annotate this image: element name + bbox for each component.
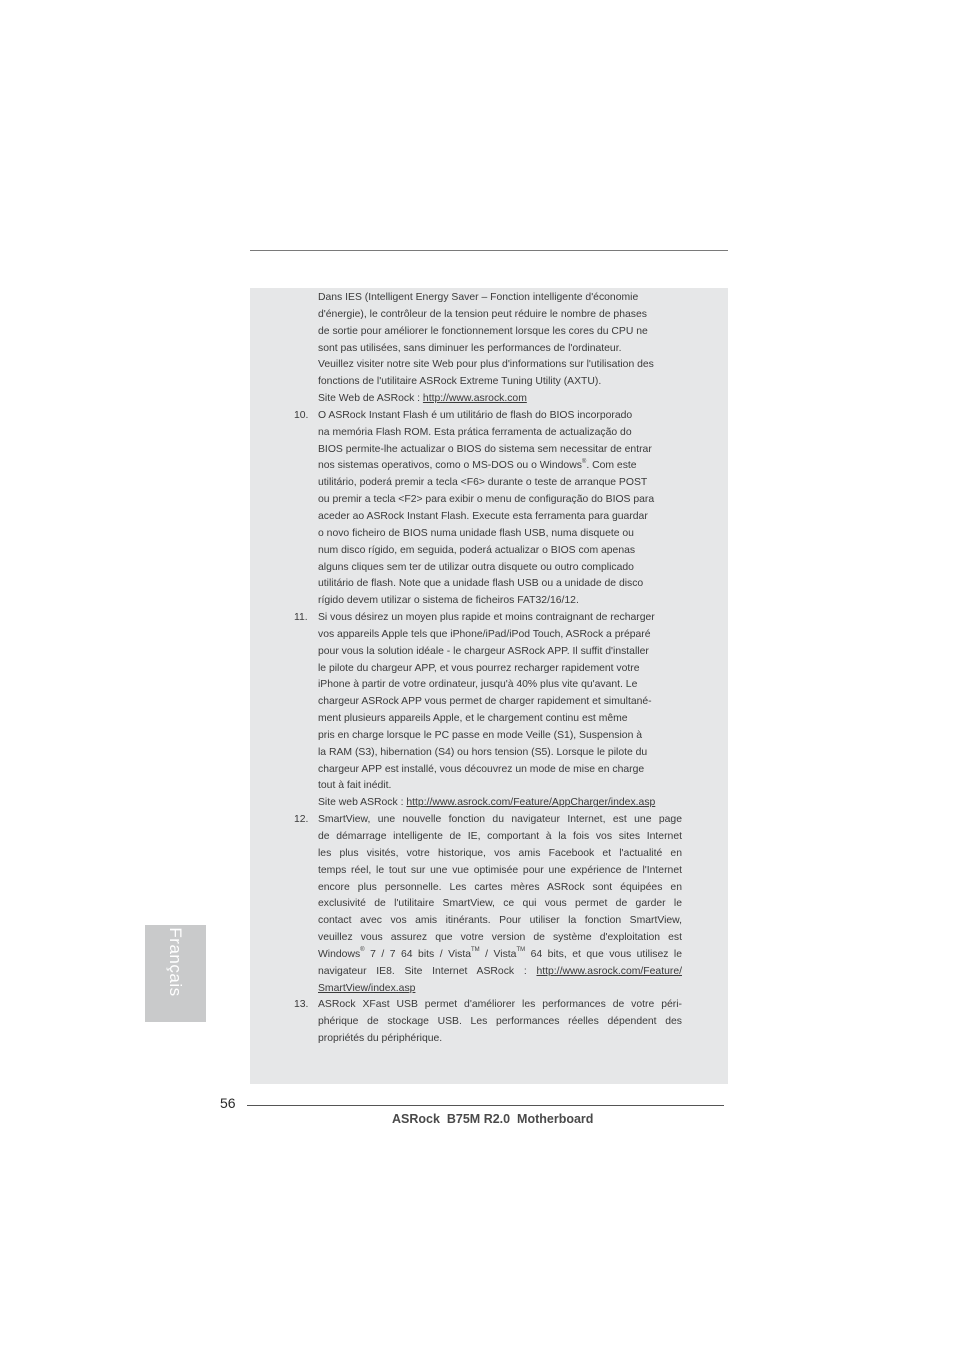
list-item-11-line: iPhone à partir de votre ordinateur, jusqu'à 40% plus vite qu'avant. Le (318, 679, 638, 691)
list-item-11-line: chargeur ASRock APP vous permet de charger rapidement et simultané- (318, 696, 652, 708)
line-text: 7 / 7 64 bits / Vista (364, 948, 471, 960)
list-item-11-line: pour vous la solution idéale - le chargeur ASRock APP. Il suffit d'installer (318, 645, 649, 657)
footer-title: ASRock B75M R2.0 Motherboard (392, 1112, 594, 1126)
list-item-12-line (294, 812, 682, 829)
language-label: Français (166, 927, 185, 997)
line-text: navigateur IE8. Site Internet ASRock : (318, 965, 537, 977)
list-item-10-line: utilitário, poderá premir a tecla <F6> durante o teste de arranque POST (318, 477, 648, 489)
list-item-12-link-line (318, 981, 682, 998)
list-number: 11. (294, 612, 308, 624)
list-item-10-line: alguns cliques sem ter de utilizar outra disquete ou outro complicado (318, 561, 634, 573)
line-text: 64 bits, et que vous utilisez le (525, 948, 682, 960)
list-number: 12. (294, 814, 309, 826)
list-item-11-line: pris en charge lorsque le PC passe en mode Veille (S1), Suspension à (318, 729, 643, 741)
trademark-mark: TM (471, 947, 480, 954)
manual-text (294, 290, 682, 1048)
list-item-11-line: le pilote du chargeur APP, et vous pourrez recharger rapidement votre (318, 662, 640, 674)
list-item-12-line: les plus visités, votre historique, vos amis Facebook et l'actualité en (318, 847, 682, 859)
line-text: ASRock XFast USB permet d'améliorer les performances de votre péri- (318, 999, 682, 1011)
list-item-10-line: rígido devem utilizar o sistema de ficheiros FAT32/16/12. (318, 595, 579, 607)
app-charger-site-prefix: Site web ASRock : (318, 797, 407, 809)
intro-line: sont pas utilisées, sans diminuer les performances de l'ordinateur. (318, 342, 622, 354)
list-item-10-line: aceder ao ASRock Instant Flash. Execute esta ferramenta para guardar (318, 510, 648, 522)
list-item-10-line: o novo ficheiro de BIOS numa unidade flash USB, numa disquete ou (318, 527, 634, 539)
list-item-10-line: utilitário de flash. Note que a unidade flash USB ou a unidade de disco (318, 578, 644, 590)
smartview-link-continued[interactable]: SmartView/index.asp (318, 982, 416, 994)
list-item-11-line: vos appareils Apple tels que iPhone/iPad/iPod Touch, ASRock a préparé (318, 628, 651, 640)
list-item-11-line: ment plusieurs appareils Apple, et le chargement continu est même (318, 713, 628, 725)
bottom-divider (247, 1105, 724, 1106)
list-item-12-line: veuillez vous assurez que votre version de système d'exploitation est (318, 932, 682, 944)
top-divider (250, 250, 728, 251)
list-item-11-line: la RAM (S3), hibernation (S4) ou hors tension (S5). Lorsque le pilote du (318, 746, 648, 758)
line-text: . Com este (586, 460, 637, 472)
intro-line: Dans IES (Intelligent Energy Saver – Fonction intelligente d'économie (318, 292, 639, 303)
line-text: Windows (318, 948, 361, 960)
list-item-13-line: propriétés du périphérique. (318, 1033, 443, 1045)
list-item-10-line: BIOS permite-lhe actualizar o BIOS do sistema sem necessitar de entrar (318, 443, 652, 455)
list-item-12-line: temps réel, le tout sur une vue optimisée pour une expérience de l'Internet (318, 864, 682, 876)
list-item-12-line: encore plus personnelle. Les cartes mères ASRock sont équipées en (318, 881, 682, 893)
app-charger-site-line (318, 795, 682, 812)
line-text: O ASRock Instant Flash é um utilitário de flash do BIOS incorporado (318, 409, 633, 421)
list-item-11-line: tout à fait inédit. (318, 780, 392, 792)
list-item-11-line: chargeur APP est installé, vous découvrez un mode de mise en charge (318, 763, 645, 775)
list-item-12-line: contact avec vos amis itinérants. Pour utiliser la fonction SmartView, (318, 915, 682, 927)
intro-line: fonctions de l'utilitaire ASRock Extreme Tuning Utility (AXTU). (318, 376, 602, 388)
intro-line: Veuillez visiter notre site Web pour plus d'informations sur l'utilisation des (318, 359, 654, 371)
line-text: SmartView, une nouvelle fonction du navigateur Internet, est une page (318, 814, 682, 826)
line-text: Si vous désirez un moyen plus rapide et moins contraignant de recharger (318, 612, 655, 624)
app-charger-link[interactable]: http://www.asrock.com/Feature/AppCharger/index.asp (406, 797, 656, 809)
list-item-12-line: de démarrage intelligente de IE, comportant à la fois vos sites Internet (318, 831, 682, 842)
list-number: 13. (294, 999, 309, 1011)
smartview-link[interactable]: http://www.asrock.com/Feature/ (536, 965, 682, 977)
intro-line: de sortie pour améliorer le fonctionnement lorsque les cores du CPU ne (318, 325, 648, 337)
list-item-10-line (294, 408, 682, 425)
list-item-12-windows-line (318, 947, 682, 964)
list-number: 10. (294, 409, 309, 421)
list-item-10-line (318, 458, 682, 475)
list-item-12-line: exclusivité de l'utilitaire SmartView, ce qui vous permet de garder le (318, 898, 682, 910)
line-text: nos sistemas operativos, como o MS-DOS ou o Windows (318, 460, 582, 472)
registered-mark: ® (581, 458, 587, 465)
list-item-10-line: na memória Flash ROM. Esta prática ferramenta de actualização do (318, 426, 632, 438)
list-item-12-nav-line (318, 964, 682, 981)
line-text: / Vista (479, 948, 517, 960)
page-number: 56 (220, 1095, 236, 1111)
list-item-10-line: num disco rígido, em seguida, poderá actualizar o BIOS com apenas (318, 544, 636, 556)
asrock-website-link[interactable]: http://www.asrock.com (422, 393, 527, 405)
intro-line: d'énergie), le contrôleur de la tension peut réduire le nombre de phases (318, 308, 647, 320)
intro-site-line (318, 391, 682, 408)
list-item-13-line: phérique de stockage USB. Les performances réelles dépendent des (318, 1016, 682, 1028)
list-item-11-line (294, 610, 682, 627)
list-item-10-line: ou premir a tecla <F2> para exibir o menu de configuração do BIOS para (318, 494, 655, 506)
list-item-13-line (294, 997, 682, 1014)
intro-site-prefix: Site Web de ASRock : (318, 393, 423, 405)
trademark-mark: TM (516, 947, 526, 954)
registered-mark: ® (360, 947, 365, 954)
